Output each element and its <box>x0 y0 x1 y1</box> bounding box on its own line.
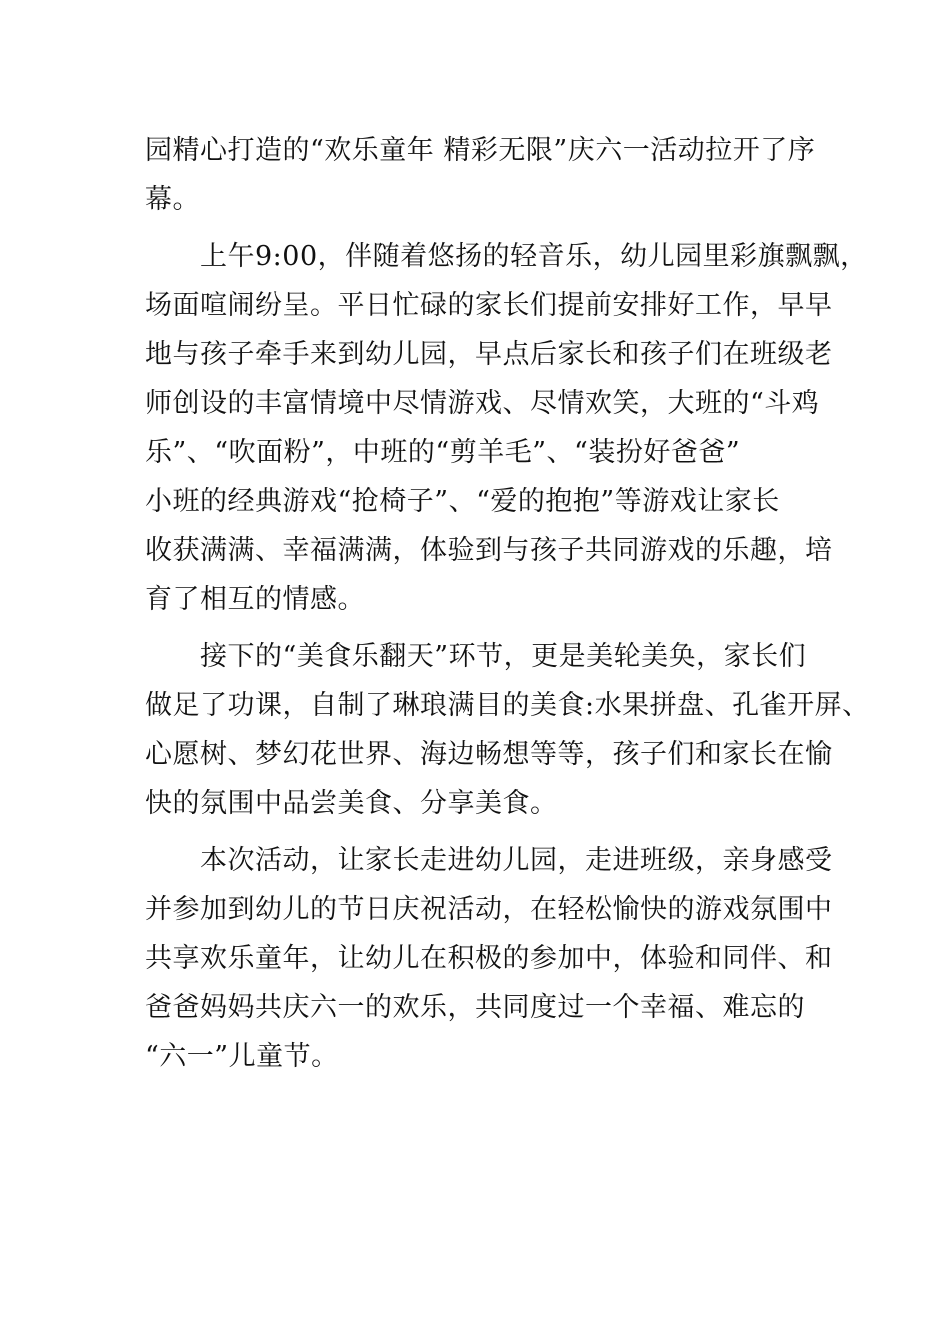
article-body <box>145 126 870 1081</box>
text-line: 场面喧闹纷呈。平日忙碌的家长们提前安排好工作，早早 <box>145 290 833 321</box>
text-line: 上午9:00，伴随着悠扬的轻音乐，幼儿园里彩旗飘飘， <box>145 241 868 272</box>
text-line: 快的氛围中品尝美食、分享美食。 <box>145 788 558 819</box>
text-line: 园精心打造的“欢乐童年 精彩无限”庆六一活动拉开了序 <box>145 135 816 166</box>
text-line: 收获满满、幸福满满，体验到与孩子共同游戏的乐趣，培 <box>145 535 833 566</box>
text-line: 小班的经典游戏“抢椅子”、“爱的抱抱”等游戏让家长 <box>145 486 780 517</box>
paragraph-gap <box>145 624 813 632</box>
text-line: 乐”、“吹面粉”，中班的“剪羊毛”、“装扮好爸爸” <box>145 437 741 468</box>
paragraph-gap <box>145 224 813 232</box>
text-line: “六一”儿童节。 <box>145 1041 339 1072</box>
text-line: 地与孩子牵手来到幼儿园，早点后家长和孩子们在班级老 <box>145 339 833 370</box>
text-line: 本次活动，让家长走进幼儿园，走进班级，亲身感受 <box>145 845 833 876</box>
text-line: 师创设的丰富情境中尽情游戏、尽情欢笑，大班的“斗鸡 <box>145 388 820 419</box>
text-line: 共享欢乐童年，让幼儿在积极的参加中，体验和同伴、和 <box>145 943 833 974</box>
text-line: 并参加到幼儿的节日庆祝活动，在轻松愉快的游戏氛围中 <box>145 894 833 925</box>
text-line: 幕。 <box>145 184 200 215</box>
text-line: 做足了功课，自制了琳琅满目的美食:水果拼盘、孔雀开屏、 <box>145 690 870 721</box>
text-line: 心愿树、梦幻花世界、海边畅想等等，孩子们和家长在愉 <box>145 739 833 770</box>
text-line: 育了相互的情感。 <box>145 584 365 615</box>
text-line: 接下的“美食乐翻天”环节，更是美轮美奂，家长们 <box>145 641 807 672</box>
paragraph-gap <box>145 828 813 836</box>
text-line: 爸爸妈妈共庆六一的欢乐，共同度过一个幸福、难忘的 <box>145 992 805 1023</box>
